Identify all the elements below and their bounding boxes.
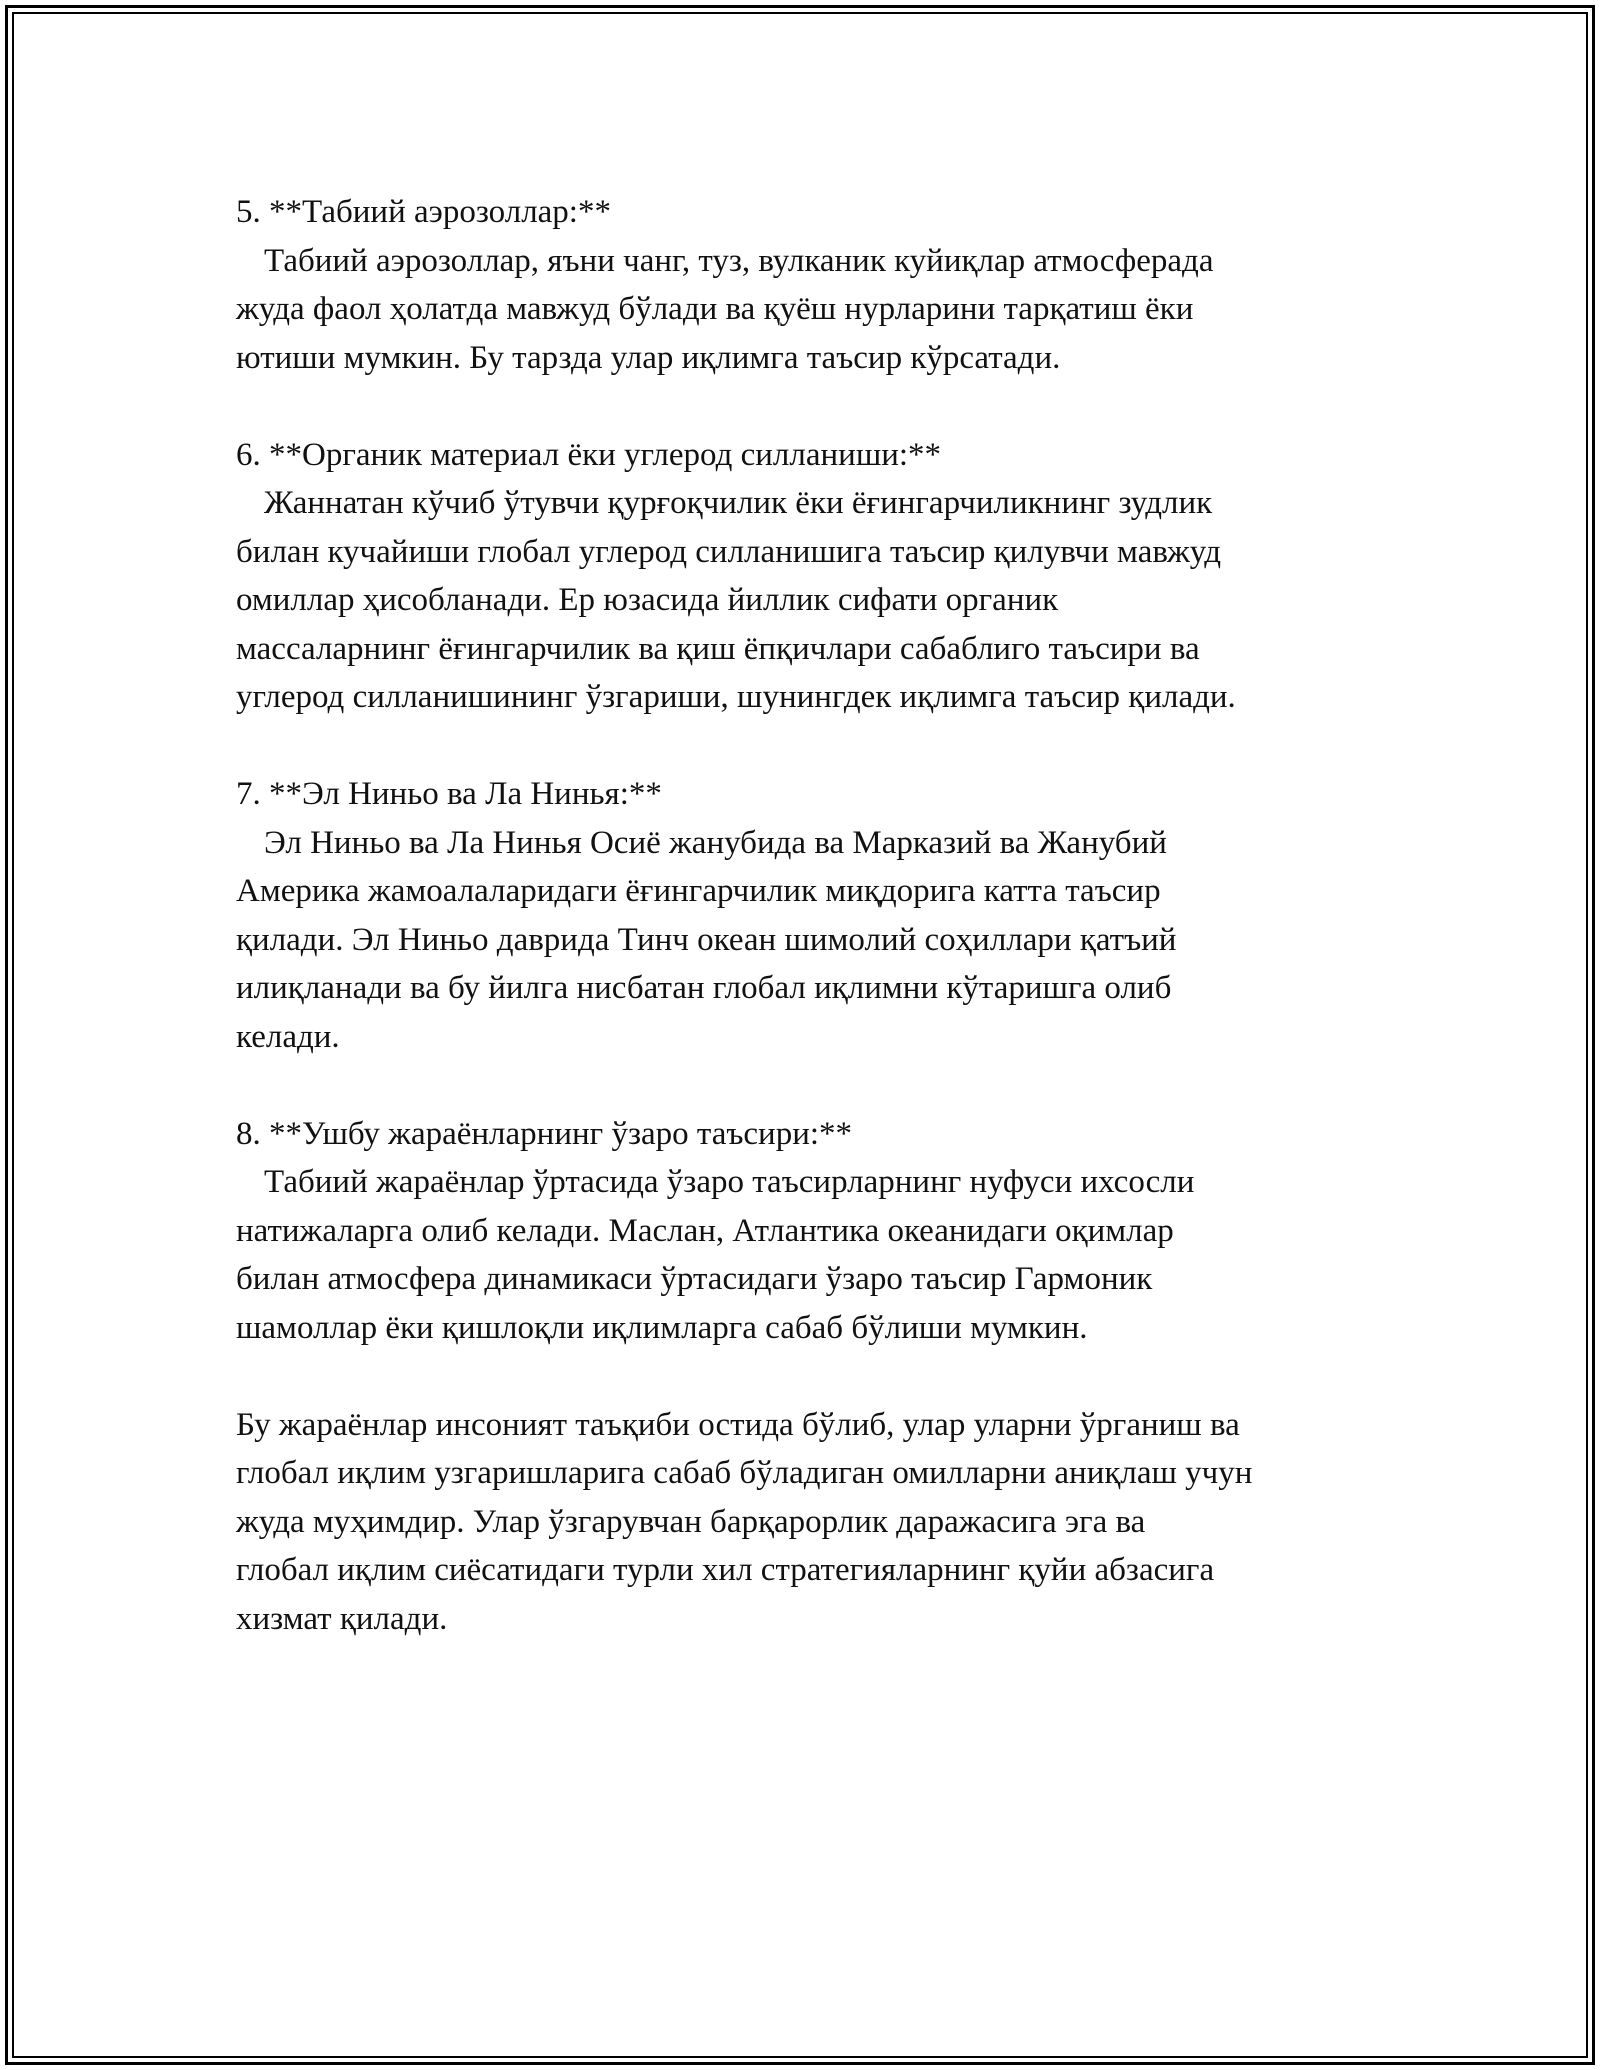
section-7 bbox=[236, 770, 1396, 1061]
conclusion-paragraph bbox=[236, 1401, 1396, 1644]
paragraph-line: Бу жараёнлар инсоният таъқиби остида бўлиб, улар уларни ўрганиш ва bbox=[236, 1406, 1240, 1443]
paragraph-line: Табиий аэрозоллар, яъни чанг, туз, вулканик куйиқлар атмосферада bbox=[264, 242, 1214, 279]
paragraph-line: Эл Ниньо ва Ла Нинья Осиё жанубида ва Марказий ва Жанубий bbox=[264, 824, 1167, 861]
section-heading: 8. **Ушбу жараёнларнинг ўзаро таъсири:** bbox=[236, 1115, 853, 1152]
paragraph-line: Табиий жараёнлар ўртасида ўзаро таъсирларнинг нуфуси ихсосли bbox=[264, 1164, 1195, 1200]
paragraph-line: глобал иқлим узгаришларига сабаб бўладиган омилларни аниқлаш учун bbox=[236, 1455, 1253, 1491]
section-8 bbox=[236, 1110, 1396, 1353]
paragraph-line: билан атмосфера динамикаси ўртасидаги ўзаро таъсир Гармоник bbox=[236, 1261, 1153, 1297]
paragraph-line: массаларнинг ёғингарчилик ва қиш ёпқичлари сабаблиго таъсири ва bbox=[236, 630, 1200, 667]
paragraph-line: қилади. Эл Ниньо даврида Тинч океан шимолий соҳиллари қатъий bbox=[236, 921, 1177, 958]
paragraph-line: шамоллар ёки қишлоқли иқлимларга сабаб бўлиши мумкин. bbox=[236, 1309, 1088, 1346]
section-heading: 5. **Табиий аэрозоллар:** bbox=[236, 194, 611, 230]
paragraph-line: жуда муҳимдир. Улар ўзгарувчан барқарорлик даражасига эга ва bbox=[236, 1503, 1146, 1540]
paragraph-line: Америка жамоалаларидаги ёғингарчилик миқдорига катта таъсир bbox=[236, 873, 1161, 909]
paragraph-line: билан кучайиши глобал углерод силланишига таъсир қилувчи мавжуд bbox=[236, 533, 1222, 570]
paragraph-line: жуда фаол ҳолатда мавжуд бўлади ва қуёш нурларини тарқатиш ёки bbox=[236, 291, 1194, 327]
paragraph-line: келади. bbox=[236, 1018, 340, 1055]
paragraph-line: глобал иқлим сиёсатидаги турли хил стратегияларнинг қуйи абзасига bbox=[236, 1552, 1215, 1588]
paragraph-line: ютиши мумкин. Бу тарзда улар иқлимга таъсир кўрсатади. bbox=[236, 339, 1061, 376]
paragraph-line: хизмат қилади. bbox=[236, 1600, 448, 1637]
paragraph-line: натижаларга олиб келади. Маслан, Атлантика океанидаги оқимлар bbox=[236, 1212, 1174, 1249]
document-body bbox=[236, 188, 1396, 1692]
paragraph-line: илиқланади ва бу йилга нисбатан глобал иқлимни кўтаришга олиб bbox=[236, 970, 1172, 1006]
section-5 bbox=[236, 188, 1396, 382]
paragraph-line: омиллар ҳисобланади. Ер юзасида йиллик сифати органик bbox=[236, 582, 1059, 618]
section-heading: 6. **Органик материал ёки углерод силланиши:** bbox=[236, 436, 942, 473]
paragraph-line: углерод силланишининг ўзгариши, шунингдек иқлимга таъсир қилади. bbox=[236, 679, 1236, 715]
section-heading: 7. **Эл Ниньо ва Ла Нинья:** bbox=[236, 776, 662, 812]
section-6 bbox=[236, 431, 1396, 722]
paragraph-line: Жаннатан кўчиб ўтувчи қурғоқчилик ёки ёғингарчиликнинг зудлик bbox=[264, 485, 1213, 521]
